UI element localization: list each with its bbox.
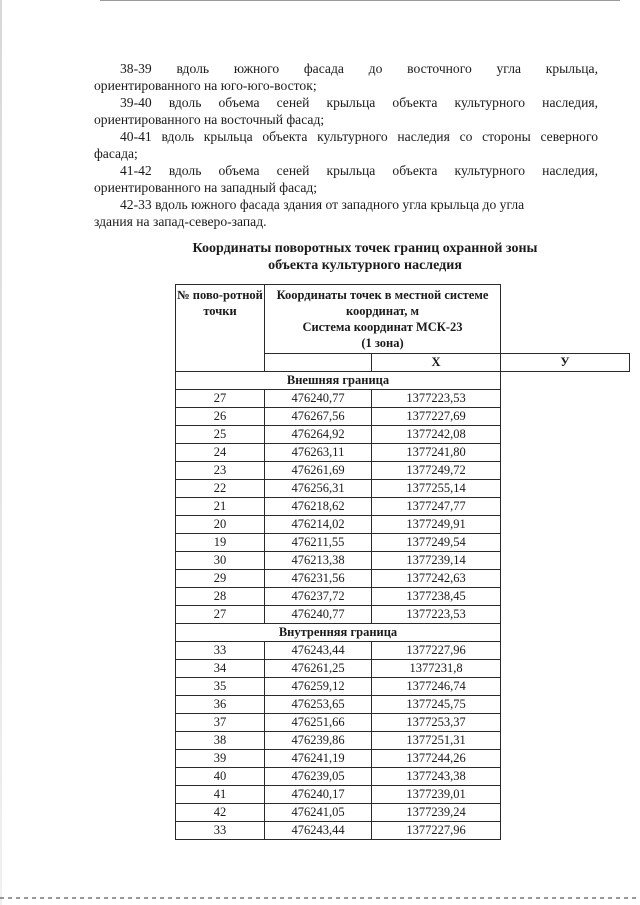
scan-edge-left [0, 0, 2, 905]
coord-y: 1377253,37 [372, 714, 501, 732]
coord-y: 1377241,80 [372, 444, 501, 462]
paragraph-line: фасада; [94, 146, 138, 161]
coord-y: 1377249,72 [372, 462, 501, 480]
point-number: 28 [176, 588, 265, 606]
coord-y: 1377243,38 [372, 768, 501, 786]
table-row [176, 660, 630, 678]
point-number: 36 [176, 696, 265, 714]
coord-y: 1377247,77 [372, 498, 501, 516]
point-number: 25 [176, 426, 265, 444]
coord-y: 1377227,69 [372, 408, 501, 426]
paragraph-line: 42-33 вдоль южного фасада здания от западного угла крыльца до угла [120, 197, 525, 212]
coordinates-header [265, 285, 501, 354]
coord-y: 1377238,45 [372, 588, 501, 606]
table-row [176, 786, 630, 804]
coordinate-system-label: Система координат МСК-23 [302, 320, 463, 334]
coord-y: 1377246,74 [372, 678, 501, 696]
table-row [176, 732, 630, 750]
paragraph-line: 40-41 вдоль крыльца объекта культурного наследия со стороны северного [120, 129, 598, 144]
coord-y: 1377223,53 [372, 606, 501, 624]
point-number: 38 [176, 732, 265, 750]
coord-y: 1377251,31 [372, 732, 501, 750]
paragraph-line: 39-40 вдоль объема сеней крыльца объекта культурного наследия, [120, 95, 598, 110]
point-number: 34 [176, 660, 265, 678]
coord-x: 476213,38 [265, 552, 372, 570]
paragraph-line: 38-39 вдоль южного фасада до восточного угла крыльца, [120, 61, 598, 76]
coord-y: 1377239,01 [372, 786, 501, 804]
paragraph-42-33 [94, 196, 598, 213]
table-row [176, 570, 630, 588]
point-number: 39 [176, 750, 265, 768]
table-row [176, 714, 630, 732]
coord-x: 476240,17 [265, 786, 372, 804]
point-number: 22 [176, 480, 265, 498]
coord-x: 476237,72 [265, 588, 372, 606]
table-row [176, 390, 630, 408]
y-axis-header: У [501, 354, 630, 372]
coord-y: 1377242,63 [372, 570, 501, 588]
coord-x: 476241,05 [265, 804, 372, 822]
table-row [176, 588, 630, 606]
coord-y: 1377255,14 [372, 480, 501, 498]
point-number: 42 [176, 804, 265, 822]
coord-x: 476243,44 [265, 822, 372, 840]
section-label: Внешняя граница [176, 372, 501, 390]
coord-x: 476214,02 [265, 516, 372, 534]
coord-x: 476251,66 [265, 714, 372, 732]
coord-x: 476256,31 [265, 480, 372, 498]
paragraph-38-39 [94, 60, 598, 77]
point-number: 27 [176, 390, 265, 408]
coord-x: 476243,44 [265, 642, 372, 660]
table-row [176, 480, 630, 498]
coord-x: 476263,11 [265, 444, 372, 462]
table-row [176, 642, 630, 660]
table-title-line2: объекта культурного наследия [268, 258, 462, 273]
coordinates-table-body [176, 372, 630, 840]
point-number: 26 [176, 408, 265, 426]
table-row [176, 804, 630, 822]
table-row [176, 696, 630, 714]
coord-x: 476253,65 [265, 696, 372, 714]
point-number: 40 [176, 768, 265, 786]
paragraph-41-42 [94, 162, 598, 179]
section-row [176, 624, 630, 642]
point-number: 35 [176, 678, 265, 696]
table-title [150, 240, 580, 274]
paragraph-40-41 [94, 128, 598, 145]
point-number: 19 [176, 534, 265, 552]
table-row [176, 678, 630, 696]
paragraph-38-39-cont [94, 77, 598, 94]
paragraph-39-40 [94, 94, 598, 111]
coordinate-zone-label: (1 зона) [361, 336, 404, 350]
coord-x: 476239,05 [265, 768, 372, 786]
table-row [176, 516, 630, 534]
coordinates-table [175, 284, 630, 840]
coord-y: 1377231,8 [372, 660, 501, 678]
table-row [176, 768, 630, 786]
table-header-row [176, 285, 630, 354]
paragraph-line: ориентированного на восточный фасад; [94, 112, 325, 127]
paragraph-line: 41-42 вдоль объема сеней крыльца объекта культурного наследия, [120, 163, 598, 178]
point-number: 23 [176, 462, 265, 480]
coord-y: 1377245,75 [372, 696, 501, 714]
coord-x: 476261,69 [265, 462, 372, 480]
paragraph-line: ориентированного на западный фасад; [94, 180, 318, 195]
coord-y: 1377227,96 [372, 642, 501, 660]
point-number: 41 [176, 786, 265, 804]
point-number-header [176, 285, 265, 372]
coord-x: 476259,12 [265, 678, 372, 696]
point-number-header-label: № пово-ротной точки [177, 288, 263, 318]
coord-x: 476240,77 [265, 606, 372, 624]
table-row [176, 606, 630, 624]
coord-x: 476261,25 [265, 660, 372, 678]
point-number: 33 [176, 642, 265, 660]
x-axis-header: X [372, 354, 501, 372]
coord-x: 476240,77 [265, 390, 372, 408]
paragraph-line: здания на запад-северо-запад. [94, 214, 267, 229]
coord-x: 476218,62 [265, 498, 372, 516]
coord-y: 1377223,53 [372, 390, 501, 408]
coord-x: 476241,19 [265, 750, 372, 768]
coord-x: 476267,56 [265, 408, 372, 426]
coord-x: 476264,92 [265, 426, 372, 444]
section-label: Внутренняя граница [176, 624, 501, 642]
table-row [176, 408, 630, 426]
section-row [176, 372, 630, 390]
coord-y: 1377239,24 [372, 804, 501, 822]
point-number: 33 [176, 822, 265, 840]
coord-y: 1377249,54 [372, 534, 501, 552]
coord-y: 1377249,91 [372, 516, 501, 534]
table-row [176, 750, 630, 768]
point-number: 24 [176, 444, 265, 462]
point-number: 37 [176, 714, 265, 732]
table-row [176, 822, 630, 840]
coord-y: 1377239,14 [372, 552, 501, 570]
table-row [176, 462, 630, 480]
point-number: 27 [176, 606, 265, 624]
axis-header-empty [265, 354, 372, 372]
coord-y: 1377227,96 [372, 822, 501, 840]
coord-x: 476211,55 [265, 534, 372, 552]
coord-y: 1377242,08 [372, 426, 501, 444]
paragraph-line: ориентированного на юго-юго-восток; [94, 78, 317, 93]
paragraph-40-41-cont [94, 145, 598, 162]
point-number: 21 [176, 498, 265, 516]
coord-y: 1377244,26 [372, 750, 501, 768]
point-number: 29 [176, 570, 265, 588]
table-row [176, 552, 630, 570]
scan-edge-top [100, 0, 620, 1]
coord-x: 476231,56 [265, 570, 372, 588]
point-number: 20 [176, 516, 265, 534]
point-number: 30 [176, 552, 265, 570]
table-row [176, 498, 630, 516]
paragraph-39-40-cont [94, 111, 598, 128]
table-title-line1: Координаты поворотных точек границ охранной зоны [192, 241, 538, 256]
paragraph-41-42-cont [94, 179, 598, 196]
table-row [176, 444, 630, 462]
scan-edge-bottom [0, 897, 640, 899]
table-row [176, 426, 630, 444]
coord-x: 476239,86 [265, 732, 372, 750]
coordinates-header-title: Координаты точек в местной системе координат, м [276, 288, 489, 318]
table-row [176, 534, 630, 552]
paragraph-42-33-cont [94, 213, 598, 230]
